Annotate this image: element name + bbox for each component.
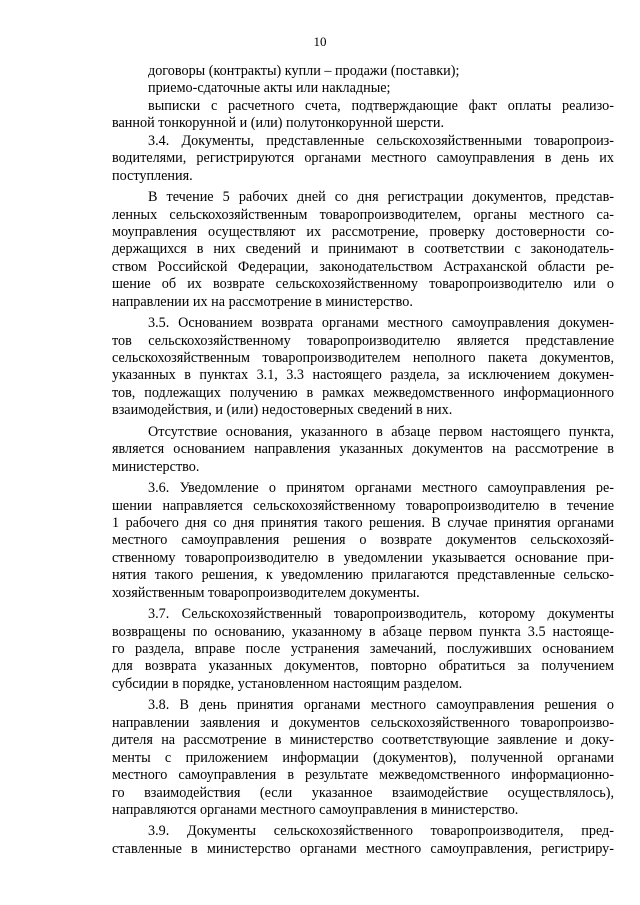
text-line: держащихся в них сведений и принимают в соответствии с законодатель- [112, 241, 614, 258]
text-line: ством Российской Федерации, законодательством Астраханской области ре- [112, 258, 614, 275]
text-line: направлении их на рассмотрение в министерство. [112, 293, 413, 310]
text-line: го раздела, вправе после устранения замечаний, послуживших основанием [112, 641, 614, 657]
text-line: является основанием направления указанных документов на рассмотрение в [112, 441, 614, 458]
text-line: тов сельскохозяйственному товаропроизводителю является представление [112, 332, 614, 349]
text-line: менты с приложением информации (документов), полученной органами [112, 749, 614, 766]
text-line: ственному товаропроизводителю в уведомлении указывается основание при- [112, 549, 614, 566]
text-line: 1 рабочего дня со дня принятия такого решения. В случае принятия органами [112, 514, 614, 531]
text-line: направлении заявления и документов сельскохозяйственного товаропроизво- [112, 714, 614, 731]
text-line: 3.9. Документы сельскохозяйственного товаропроизводителя, пред- [148, 823, 614, 840]
text-line: 3.5. Основанием возврата органами местного самоуправления докумен- [148, 315, 614, 332]
text-line: возвращены по основанию, указанному в абзаце первом пункта 3.5 настояще- [112, 623, 614, 640]
text-line: субсидии в порядке, установленном настоящим разделом. [112, 675, 463, 692]
text-line: для возврата указанных документов, повторно обратиться за получением [112, 658, 614, 675]
text-line: дителя на рассмотрение в министерство соответствующие заявление и доку- [112, 732, 614, 749]
text-line: ванной тонкорунной и (или) полутонкорунной шерсти. [112, 115, 445, 132]
text-line: нятия такого решения, к уведомлению прилагаются представленные сельско- [112, 567, 614, 584]
text-line: выписки с расчетного счета, подтверждающие факт оплаты реализо- [148, 97, 614, 114]
text-line: 3.7. Сельскохозяйственный товаропроизводитель, которому документы [148, 606, 614, 623]
text-line: поступления. [112, 167, 193, 184]
text-line: шении направляется сельскохозяйственному товаропроизводителю в течение [112, 497, 614, 514]
text-line: сельскохозяйственным товаропроизводителем неполного пакета документов, [112, 350, 614, 366]
text-line: взаимодействия, и (или) недостоверных сведений в них. [112, 402, 453, 419]
text-line: хозяйственным товаропроизводителем документы. [112, 584, 420, 601]
text-line: 3.6. Уведомление о принятом органами местного самоуправления ре- [148, 480, 614, 497]
text-line: го взаимодействия (если указанное взаимодействие осуществлялось), [112, 784, 614, 801]
text-line: местного самоуправления решения о возврате документов сельскохозяй- [112, 532, 614, 549]
text-line: ставленные в министерство органами местного самоуправления, регистриру- [112, 840, 614, 857]
text-line: водителями, регистрируются органами местного самоуправления в день их [112, 150, 614, 167]
text-line: Отсутствие основания, указанного в абзаце первом настоящего пункта, [148, 423, 614, 440]
text-line: 3.8. В день принятия органами местного самоуправления решения о [148, 697, 614, 714]
page-number: 10 [313, 34, 327, 49]
text-line: министерство. [112, 458, 200, 475]
text-line: тов, подлежащих получению в рамках межведомственного информационного [112, 384, 614, 401]
text-line: В течение 5 рабочих дней со дня регистрации документов, представ- [148, 189, 614, 206]
document-body [112, 63, 614, 858]
text-line: местного самоуправления в результате межведомственного информационно- [112, 767, 614, 784]
text-line: указанных в пунктах 3.1, 3.3 настоящего раздела, за исключением докумен- [112, 367, 614, 384]
text-line: договоры (контракты) купли – продажи (поставки); [148, 63, 460, 79]
text-line: шение об их возврате сельскохозяйственному товаропроизводителю или о [112, 276, 614, 293]
text-line: 3.4. Документы, представленные сельскохозяйственными товаропроиз- [148, 132, 614, 149]
text-line: направляются органами местного самоуправления в министерство. [112, 801, 519, 818]
text-line: моуправления осуществляют их рассмотрение, проверку достоверности со- [112, 223, 614, 240]
text-line: ленных сельскохозяйственным товаропроизводителем, органы местного са- [112, 206, 614, 223]
text-line: приемо-сдаточные акты или накладные; [148, 80, 391, 97]
